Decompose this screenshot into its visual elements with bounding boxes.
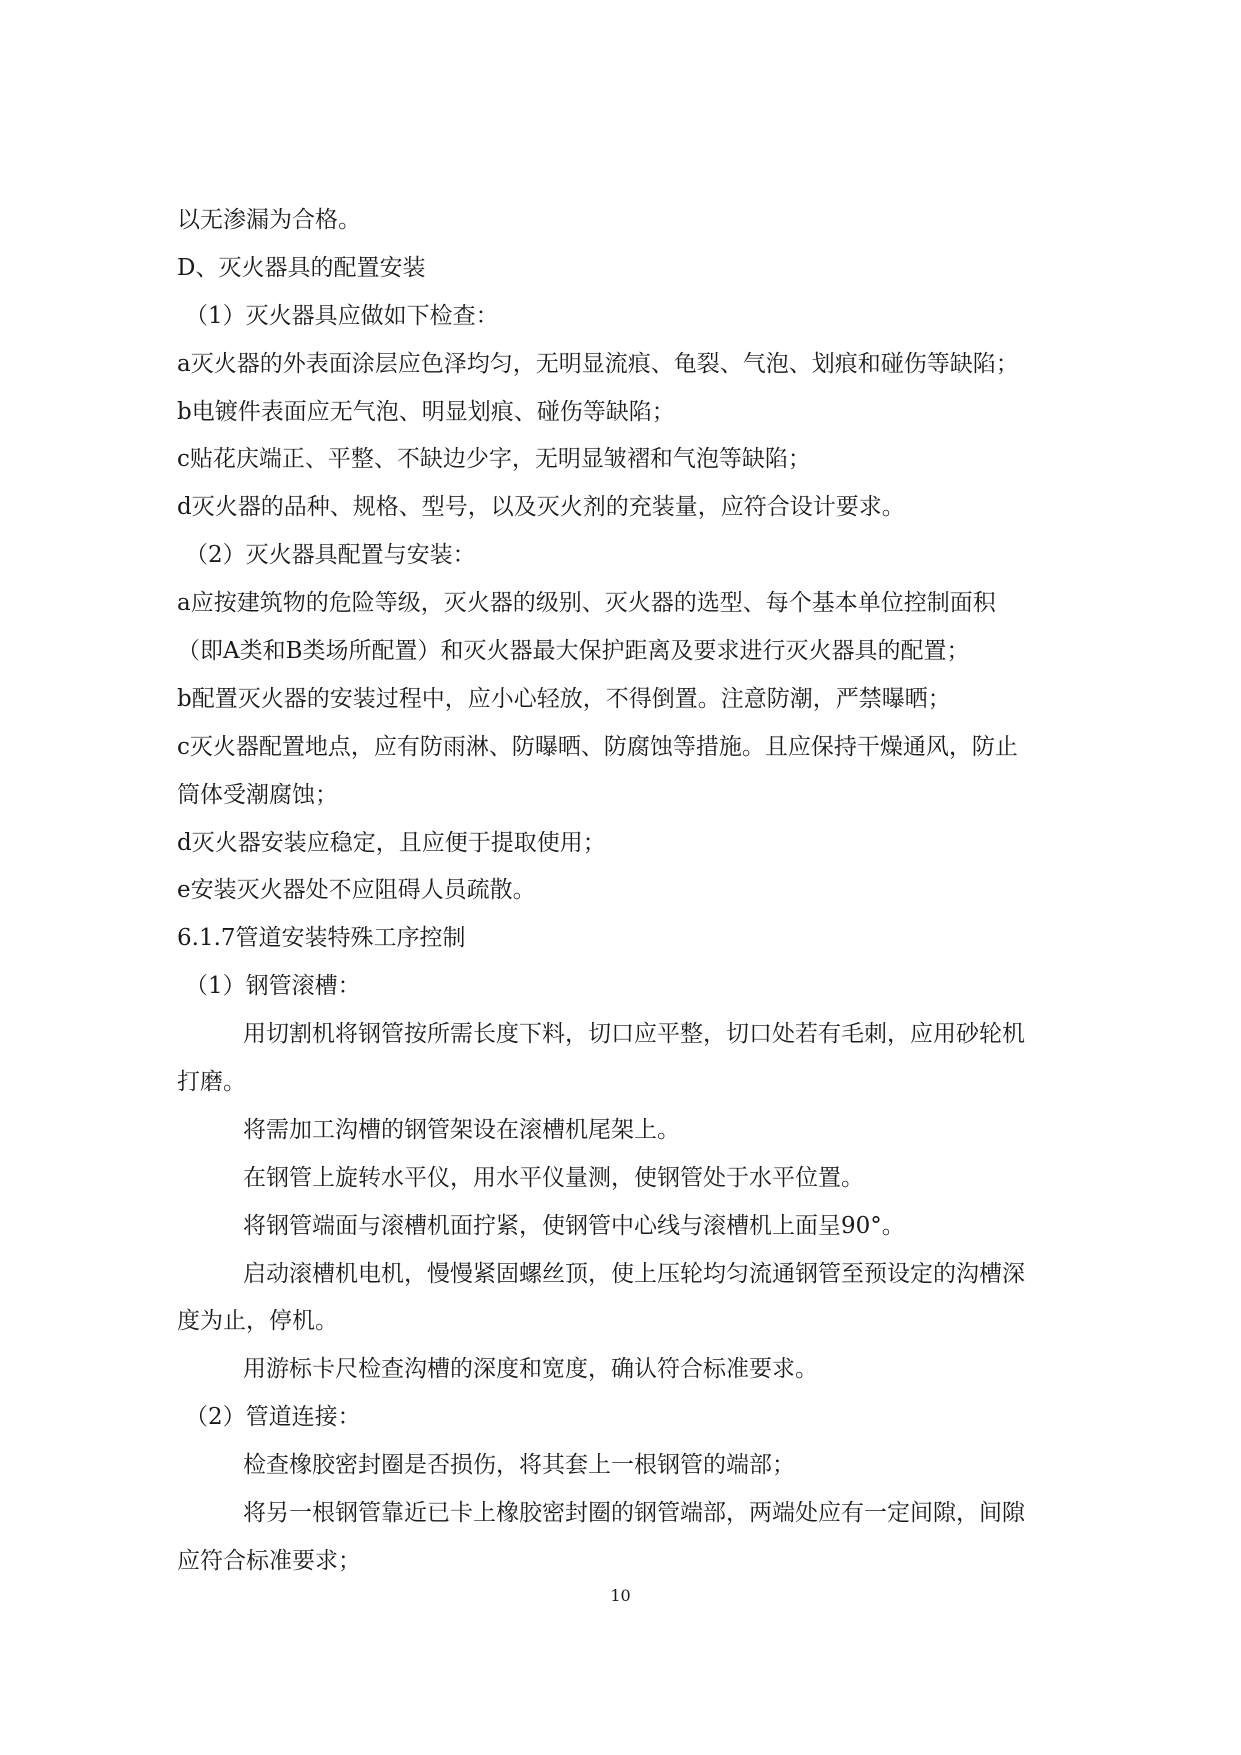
list-item: a灭火器的外表面涂层应色泽均匀，无明显流痕、龟裂、气泡、划痕和碰伤等缺陷； bbox=[177, 350, 1019, 377]
subsection-heading: （1）钢管滚槽： bbox=[185, 973, 361, 1000]
paragraph-line: 将钢管端面与滚槽机面拧紧，使钢管中心线与滚槽机上面呈90°。 bbox=[243, 1212, 905, 1239]
list-item: b电镀件表面应无气泡、明显划痕、碰伤等缺陷； bbox=[177, 398, 675, 425]
subsection-heading: （1）灭火器具应做如下检查： bbox=[185, 302, 499, 329]
list-item: b配置灭火器的安装过程中，应小心轻放，不得倒置。注意防潮，严禁曝晒； bbox=[177, 685, 951, 712]
list-item-continuation: （即A类和B类场所配置）和灭火器最大保护距离及要求进行灭火器具的配置； bbox=[177, 638, 970, 665]
list-item: c灭火器配置地点，应有防雨淋、防曝晒、防腐蚀等措施。且应保持干燥通风，防止 bbox=[177, 733, 1018, 760]
paragraph-line: 检查橡胶密封圈是否损伤，将其套上一根钢管的端部； bbox=[243, 1452, 795, 1479]
paragraph-continuation: 度为止，停机。 bbox=[177, 1308, 338, 1335]
paragraph-line: 将另一根钢管靠近已卡上橡胶密封圈的钢管端部，两端处应有一定间隙，间隙 bbox=[243, 1500, 1025, 1527]
paragraph-line: 在钢管上旋转水平仪，用水平仪量测，使钢管处于水平位置。 bbox=[243, 1164, 864, 1191]
list-item: a应按建筑物的危险等级，灭火器的级别、灭火器的选型、每个基本单位控制面积 bbox=[177, 590, 996, 617]
list-item: d灭火器的品种、规格、型号，以及灭火剂的充装量，应符合设计要求。 bbox=[177, 494, 905, 521]
paragraph-continuation: 应符合标准要求； bbox=[177, 1547, 361, 1574]
list-item: e安装灭火器处不应阻碍人员疏散。 bbox=[177, 877, 536, 904]
list-item: d灭火器安装应稳定，且应便于提取使用； bbox=[177, 829, 606, 856]
subsection-heading: （2）灭火器具配置与安装： bbox=[185, 542, 476, 569]
paragraph-continuation: 打磨。 bbox=[177, 1069, 246, 1096]
paragraph-line: 启动滚槽机电机，慢慢紧固螺丝顶，使上压轮均匀流通钢管至预设定的沟槽深 bbox=[243, 1260, 1025, 1287]
paragraph-line: 用切割机将钢管按所需长度下料，切口应平整，切口处若有毛刺，应用砂轮机 bbox=[243, 1021, 1025, 1048]
section-heading: 6.1.7管道安装特殊工序控制 bbox=[177, 925, 466, 952]
paragraph-line: 用游标卡尺检查沟槽的深度和宽度，确认符合标准要求。 bbox=[243, 1356, 818, 1383]
document-body bbox=[177, 197, 1087, 1586]
section-heading: D、灭火器具的配置安装 bbox=[177, 254, 426, 281]
page-number: 10 bbox=[610, 1586, 631, 1605]
body-text-line: 以无渗漏为合格。 bbox=[177, 207, 361, 233]
subsection-heading: （2）管道连接： bbox=[185, 1404, 361, 1431]
list-item-continuation: 筒体受潮腐蚀； bbox=[177, 781, 338, 808]
paragraph-line: 将需加工沟槽的钢管架设在滚槽机尾架上。 bbox=[243, 1116, 680, 1143]
list-item: c贴花庆端正、平整、不缺边少字，无明显皱褶和气泡等缺陷； bbox=[177, 446, 811, 473]
